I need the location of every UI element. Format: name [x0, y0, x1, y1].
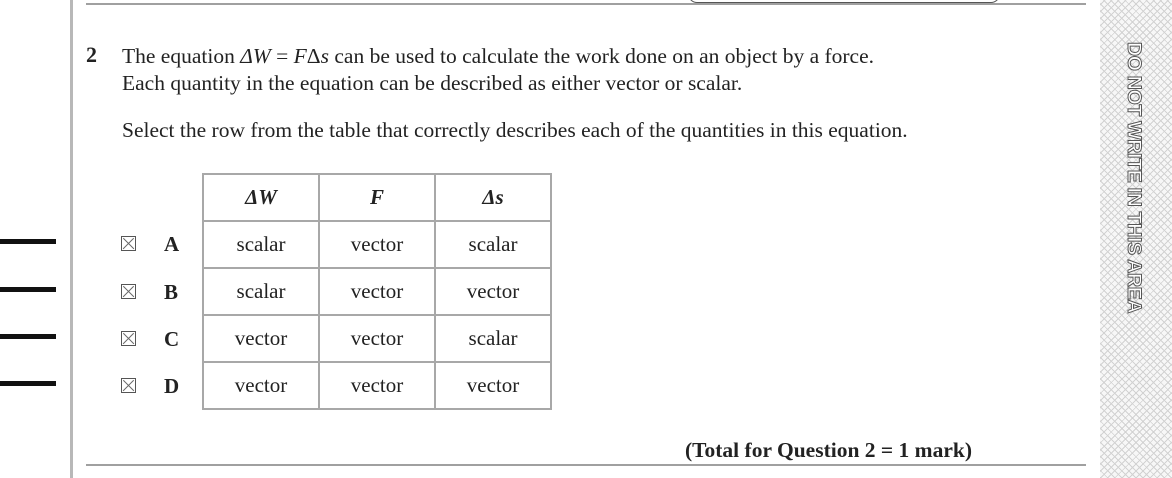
table-cell: vector	[319, 268, 435, 315]
table-cell: vector	[203, 315, 319, 362]
equation-delta: Δ	[306, 44, 321, 68]
margin-tick	[0, 334, 56, 339]
margin-tick	[0, 239, 56, 244]
table-row	[203, 221, 551, 268]
table-cell: vector	[435, 362, 551, 409]
table-row	[203, 268, 551, 315]
table-cell: scalar	[435, 221, 551, 268]
question-line-1-suffix: can be used to calculate the work done on an object by a force.	[328, 44, 875, 68]
question-line-1-prefix: The equation	[122, 44, 241, 68]
option-c-checkbox[interactable]	[121, 331, 136, 346]
header-displacement: Δs	[435, 174, 551, 221]
table-cell: vector	[319, 362, 435, 409]
bottom-rule	[86, 464, 1086, 466]
table-cell: scalar	[203, 221, 319, 268]
equation-lhs: ΔW	[240, 44, 271, 68]
equation-displacement: s	[320, 44, 329, 68]
equation-force: F	[293, 44, 307, 68]
question-number: 2	[86, 42, 97, 67]
question-line-2: Each quantity in the equation can be described as either vector or scalar.	[122, 71, 743, 95]
answer-table	[202, 173, 552, 410]
margin-tick	[0, 287, 56, 292]
previous-question-bracket	[688, 0, 1000, 3]
table-cell: scalar	[203, 268, 319, 315]
question-line-1	[122, 46, 874, 68]
table-header-row	[203, 174, 551, 221]
table-cell: vector	[319, 221, 435, 268]
header-force: F	[319, 174, 435, 221]
left-margin-border	[70, 0, 73, 478]
question-instruction: Select the row from the table that correctly describes each of the quantities in this equation.	[122, 118, 908, 142]
table-cell: vector	[319, 315, 435, 362]
option-a-letter: A	[164, 232, 180, 256]
option-b-checkbox[interactable]	[121, 284, 136, 299]
top-rule	[86, 3, 1086, 5]
option-b-letter: B	[164, 280, 179, 304]
table-cell: vector	[203, 362, 319, 409]
table-row	[203, 362, 551, 409]
margin-tick	[0, 381, 56, 386]
margin-warning	[1122, 42, 1144, 342]
question-total: (Total for Question 2 = 1 mark)	[685, 438, 972, 462]
table-row	[203, 315, 551, 362]
option-d-checkbox[interactable]	[121, 378, 136, 393]
equation-equals: =	[270, 44, 294, 68]
margin-warning-text: DO NOT WRITE IN THIS AREA	[1123, 42, 1145, 314]
option-c-letter: C	[164, 327, 180, 351]
option-a-checkbox[interactable]	[121, 236, 136, 251]
table-cell: scalar	[435, 315, 551, 362]
table-cell: vector	[435, 268, 551, 315]
option-d-letter: D	[164, 374, 180, 398]
header-work-done: ΔW	[203, 174, 319, 221]
